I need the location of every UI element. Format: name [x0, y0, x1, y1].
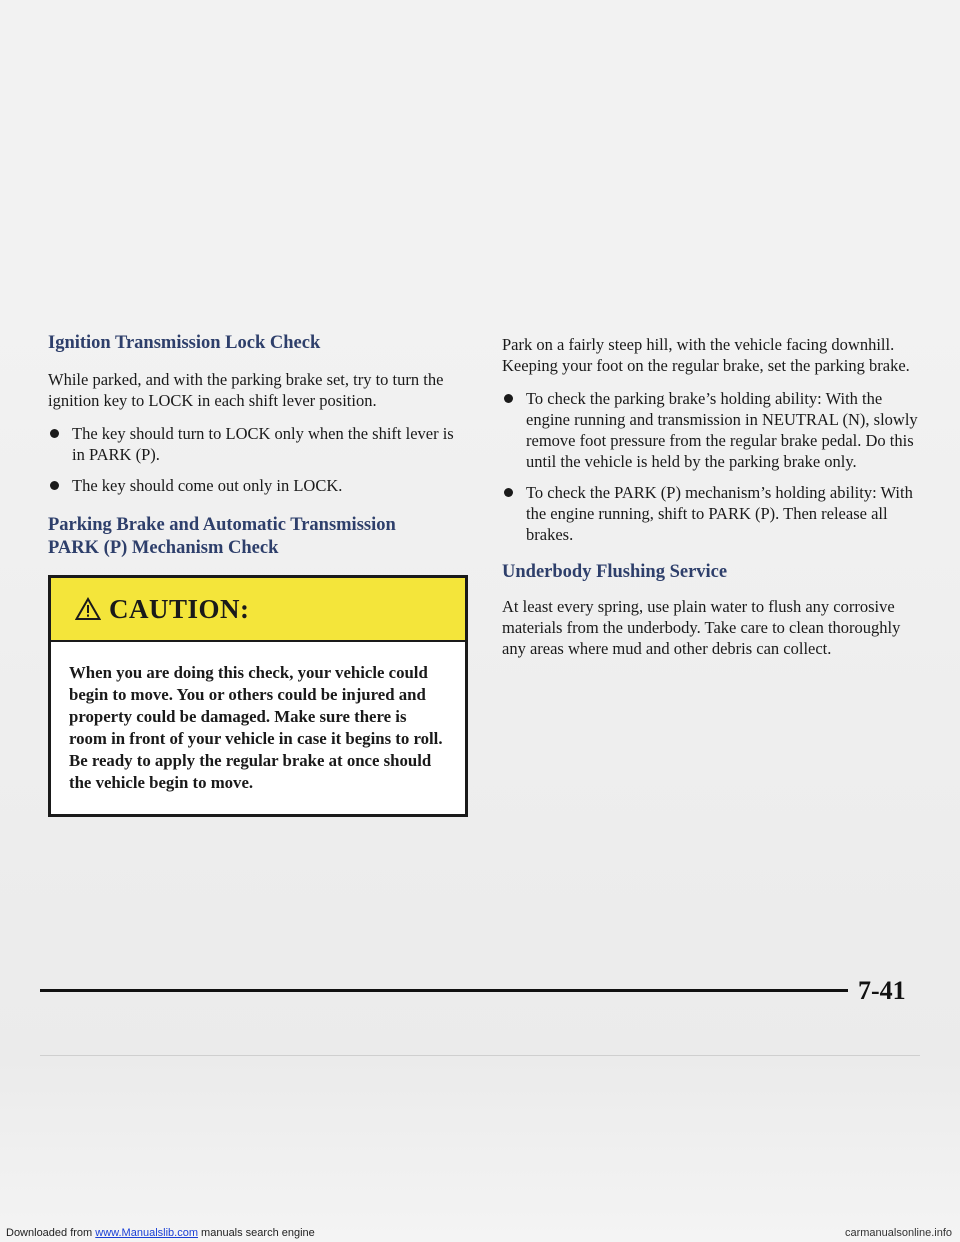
caution-text: When you are doing this check, your vehicle could begin to move. You or others could be injured and property could be damaged. Make sure there is room in front of your vehicle in case it begins to roll. Be ready to apply the regular brake at once should the vehicle begin to move.: [69, 663, 443, 792]
ignition-check-paragraph: While parked, and with the parking brake set, try to turn the ignition key to LOCK in each shift lever position.: [48, 370, 444, 410]
underbody-flushing-paragraph: At least every spring, use plain water to flush any corrosive materials from the underbody. Take care to clean thoroughly any areas where mud and other debris can collect.: [502, 597, 901, 658]
warning-triangle-icon: [75, 597, 101, 621]
heading-parking-brake-check: [48, 514, 468, 560]
heading-line: Parking Brake and Automatic Transmission: [48, 515, 396, 535]
download-bar: [0, 1226, 960, 1242]
bullet-item: The key should come out only in LOCK.: [48, 475, 468, 496]
download-credit: [6, 1227, 315, 1239]
footer-rule: [40, 989, 848, 992]
caution-label: CAUTION:: [109, 593, 250, 624]
download-suffix: manuals search engine: [201, 1227, 315, 1239]
watermark-text: carmanualsonline.info: [844, 1227, 952, 1239]
ignition-check-bullets: [48, 423, 468, 496]
bullet-item: To check the parking brake’s holding ability: With the engine running and transmission in NEUTRAL (N), slowly remove foot pressure from the regular brake pedal. Do this until the vehicle is held by the parking brake only.: [502, 388, 927, 472]
caution-header: [51, 578, 465, 642]
heading-underbody-flushing: Underbody Flushing Service: [502, 562, 728, 582]
page-number: 7-41: [858, 976, 906, 1005]
left-column: [48, 332, 468, 817]
brake-check-bullets: [502, 388, 927, 545]
caution-box: [48, 575, 468, 817]
park-on-hill-paragraph: Park on a fairly steep hill, with the vehicle facing downhill. Keeping your foot on the regular brake, set the parking brake.: [502, 335, 910, 375]
right-column: [502, 332, 927, 659]
bullet-item: The key should turn to LOCK only when the shift lever is in PARK (P).: [48, 423, 468, 465]
manualslib-link[interactable]: www.Manualslib.com: [95, 1227, 198, 1239]
download-prefix: Downloaded from: [6, 1227, 93, 1239]
page-edge-line: [40, 1055, 920, 1056]
heading-ignition-lock-check: Ignition Transmission Lock Check: [48, 333, 321, 353]
heading-line: PARK (P) Mechanism Check: [48, 538, 279, 558]
bullet-item: To check the PARK (P) mechanism’s holding ability: With the engine running, shift to PARK (P). Then release all brakes.: [502, 482, 927, 545]
